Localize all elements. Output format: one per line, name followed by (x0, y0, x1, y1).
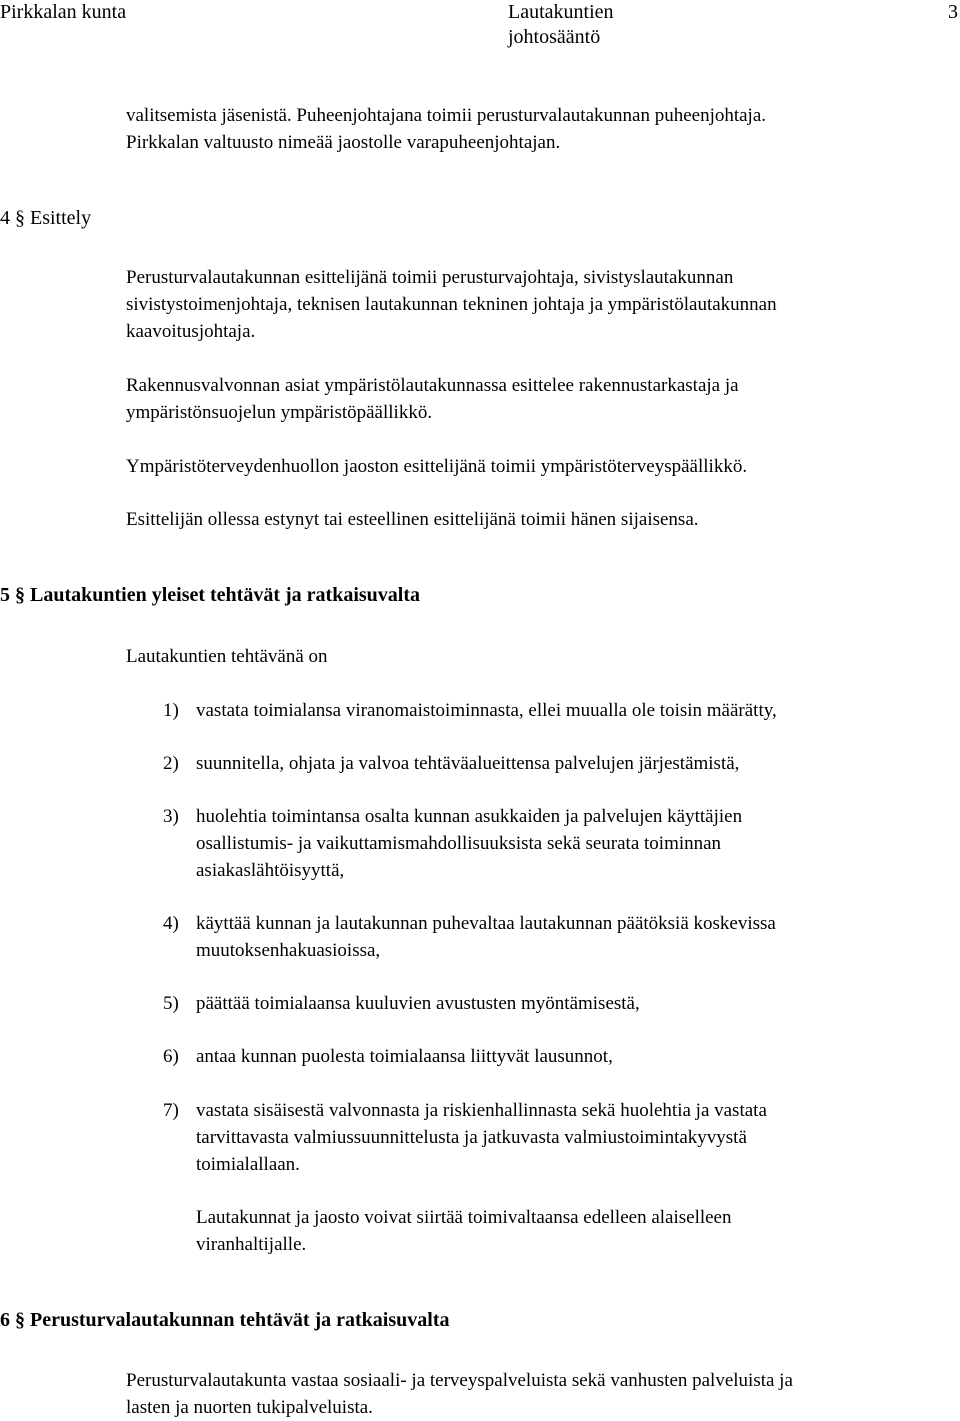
text-line: Perusturvalautakunnan esittelijänä toimii perusturvajohtaja, sivistyslautakunnan (126, 267, 734, 288)
list-number: 6) (163, 1046, 179, 1067)
list-number: 5) (163, 993, 179, 1014)
text-line: suunnitella, ohjata ja valvoa tehtäväalueittensa palvelujen järjestämistä, (196, 753, 740, 774)
section-5-note (196, 1204, 946, 1258)
text-line: toimialallaan. (196, 1154, 300, 1175)
text-line: käyttää kunnan ja lautakunnan puhevaltaa lautakunnan päätöksiä koskevissa (196, 913, 776, 934)
header-title-line1: Lautakuntien (508, 1, 614, 23)
text-line: huolehtia toimintansa osalta kunnan asukkaiden ja palvelujen käyttäjien (196, 806, 743, 827)
text-line: Pirkkalan valtuusto nimeää jaostolle varapuheenjohtajan. (126, 132, 561, 153)
text-line: päättää toimialaansa kuuluvien avustusten myöntämisestä, (196, 993, 640, 1014)
list-text (196, 697, 953, 724)
section-4-paragraph-4: Esittelijän ollessa estynyt tai esteellinen esittelijänä toimii hänen sijaisensa. (126, 509, 699, 530)
list-number: 2) (163, 753, 179, 774)
text-line: lasten ja nuorten tukipalveluista. (126, 1397, 373, 1418)
text-line: osallistumis- ja vaikuttamismahdollisuuksista sekä seurata toiminnan (196, 833, 722, 854)
text-line: tarvittavasta valmiussuunnittelusta ja jatkuvasta valmiustoimintakyvystä (196, 1127, 747, 1148)
list-item (163, 910, 953, 964)
list-text (196, 750, 953, 777)
list-text (196, 990, 953, 1017)
section-4-paragraph-1 (126, 264, 951, 345)
section-5-intro: Lautakuntien tehtävänä on (126, 646, 328, 667)
section-4-paragraph-3: Ympäristöterveydenhuollon jaoston esittelijänä toimii ympäristöterveyspäällikkö. (126, 456, 748, 477)
list-item (163, 750, 953, 777)
section-4-paragraph-2 (126, 372, 951, 426)
list-text (196, 1097, 953, 1178)
header-title-line2: johtosääntö (508, 26, 601, 48)
text-line: antaa kunnan puolesta toimialaansa liittyvät lausunnot, (196, 1046, 613, 1067)
text-line: Rakennusvalvonnan asiat ympäristölautakunnassa esittelee rakennustarkastaja ja (126, 375, 739, 396)
text-line: asiakaslähtöisyyttä, (196, 860, 345, 881)
text-line: Perusturvalautakunta vastaa sosiaali- ja terveyspalveluista sekä vanhusten palveluista ja (126, 1370, 793, 1391)
list-item (163, 697, 953, 724)
section-6-heading: 6 § Perusturvalautakunnan tehtävät ja ratkaisuvalta (0, 1309, 450, 1331)
text-line: Lautakunnat ja jaosto voivat siirtää toimivaltaansa edelleen alaiselleen (196, 1207, 732, 1228)
text-line: ympäristönsuojelun ympäristöpäällikkö. (126, 402, 433, 423)
list-text (196, 803, 953, 884)
list-number: 1) (163, 700, 179, 721)
list-item (163, 990, 953, 1017)
list-item (163, 1097, 953, 1178)
text-line: sivistystoimenjohtaja, teknisen lautakunnan tekninen johtaja ja ympäristölautakunnan (126, 294, 777, 315)
intro-paragraph (126, 102, 951, 156)
text-line: vastata sisäisestä valvonnasta ja riskienhallinnasta sekä huolehtia ja vastata (196, 1100, 767, 1121)
text-line: vastata toimialansa viranomaistoiminnasta, ellei muualla ole toisin määrätty, (196, 700, 777, 721)
header-document-title (508, 0, 614, 50)
list-number: 4) (163, 913, 179, 934)
list-number: 3) (163, 806, 179, 827)
section-5-heading: 5 § Lautakuntien yleiset tehtävät ja ratkaisuvalta (0, 584, 420, 606)
section-6-paragraph-1 (126, 1367, 951, 1421)
header-municipality: Pirkkalan kunta (0, 1, 127, 23)
text-line: kaavoitusjohtaja. (126, 321, 256, 342)
text-line: viranhaltijalle. (196, 1234, 307, 1255)
list-text (196, 910, 953, 964)
page-number: 3 (948, 1, 958, 23)
list-text (196, 1043, 953, 1070)
list-item (163, 803, 953, 884)
text-line: valitsemista jäsenistä. Puheenjohtajana toimii perusturvalautakunnan puheenjohtaja. (126, 105, 767, 126)
list-number: 7) (163, 1100, 179, 1121)
text-line: muutoksenhakuasioissa, (196, 940, 381, 961)
list-item (163, 1043, 953, 1070)
section-4-heading: 4 § Esittely (0, 207, 92, 229)
